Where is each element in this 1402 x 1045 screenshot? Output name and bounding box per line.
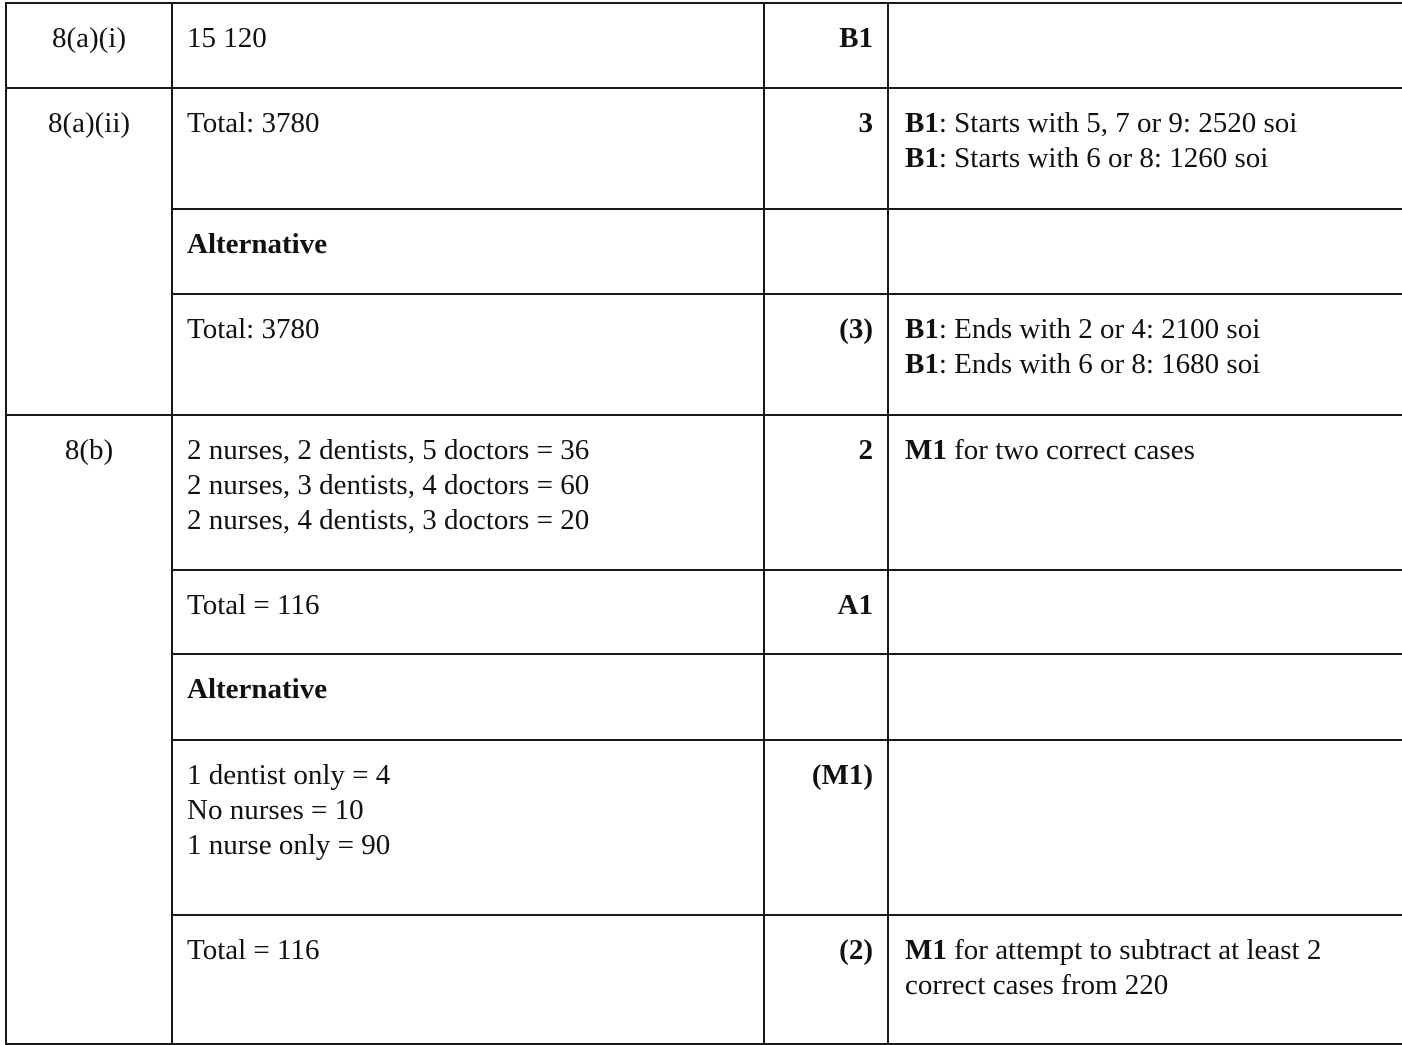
question-number: 8(b): [6, 415, 172, 1044]
guidance-line: M1 for attempt to subtract at least 2: [905, 934, 1322, 966]
guidance-cell: [888, 209, 1402, 294]
question-number: 8(a)(i): [6, 3, 172, 88]
mark-cell: [764, 654, 888, 740]
table-row: [6, 88, 1402, 209]
answer-line: 2 nurses, 2 dentists, 5 doctors = 36: [187, 434, 590, 466]
answer-line: Total = 116: [187, 589, 320, 621]
answer-cell: [172, 915, 764, 1044]
guidance-line: correct cases from 220: [905, 969, 1169, 1001]
table-row: [6, 740, 1402, 915]
guidance-cell: [888, 88, 1402, 209]
guidance-cell: [888, 654, 1402, 740]
answer-cell: [172, 415, 764, 570]
mark-cell: B1: [764, 3, 888, 88]
mark-cell: (2): [764, 915, 888, 1044]
table-row: [6, 654, 1402, 740]
guidance-line: B1: Starts with 5, 7 or 9: 2520 soi: [905, 107, 1298, 139]
alternative-heading: Alternative: [172, 209, 764, 294]
guidance-cell: [888, 570, 1402, 654]
answer-cell: [172, 740, 764, 915]
mark-cell: (M1): [764, 740, 888, 915]
guidance-line: B1: Starts with 6 or 8: 1260 soi: [905, 142, 1269, 174]
answer-line: Total: 3780: [187, 107, 320, 139]
table-row: [6, 415, 1402, 570]
answer-cell: [172, 3, 764, 88]
mark-cell: 2: [764, 415, 888, 570]
guidance-line: M1 for two correct cases: [905, 434, 1195, 466]
mark-scheme-table: [5, 2, 1402, 1045]
answer-line: Total = 116: [187, 934, 320, 966]
answer-line: 2 nurses, 3 dentists, 4 doctors = 60: [187, 469, 590, 501]
guidance-cell: [888, 915, 1402, 1044]
answer-cell: [172, 570, 764, 654]
mark-cell: [764, 209, 888, 294]
table-row: [6, 294, 1402, 415]
answer-line: 15 120: [187, 22, 267, 54]
answer-line: Total: 3780: [187, 313, 320, 345]
table-row: [6, 570, 1402, 654]
answer-line: 1 dentist only = 4: [187, 759, 391, 791]
guidance-cell: [888, 3, 1402, 88]
guidance-cell: [888, 294, 1402, 415]
guidance-line: B1: Ends with 6 or 8: 1680 soi: [905, 348, 1261, 380]
answer-cell: [172, 88, 764, 209]
answer-line: 1 nurse only = 90: [187, 829, 391, 861]
mark-cell: 3: [764, 88, 888, 209]
guidance-cell: [888, 415, 1402, 570]
table-row: [6, 209, 1402, 294]
answer-cell: [172, 294, 764, 415]
answer-line: 2 nurses, 4 dentists, 3 doctors = 20: [187, 504, 590, 536]
alternative-heading: Alternative: [172, 654, 764, 740]
mark-cell: (3): [764, 294, 888, 415]
guidance-line: B1: Ends with 2 or 4: 2100 soi: [905, 313, 1261, 345]
mark-cell: A1: [764, 570, 888, 654]
question-number: 8(a)(ii): [6, 88, 172, 415]
table-row: [6, 3, 1402, 88]
answer-line: No nurses = 10: [187, 794, 364, 826]
guidance-cell: [888, 740, 1402, 915]
table-row: [6, 915, 1402, 1044]
